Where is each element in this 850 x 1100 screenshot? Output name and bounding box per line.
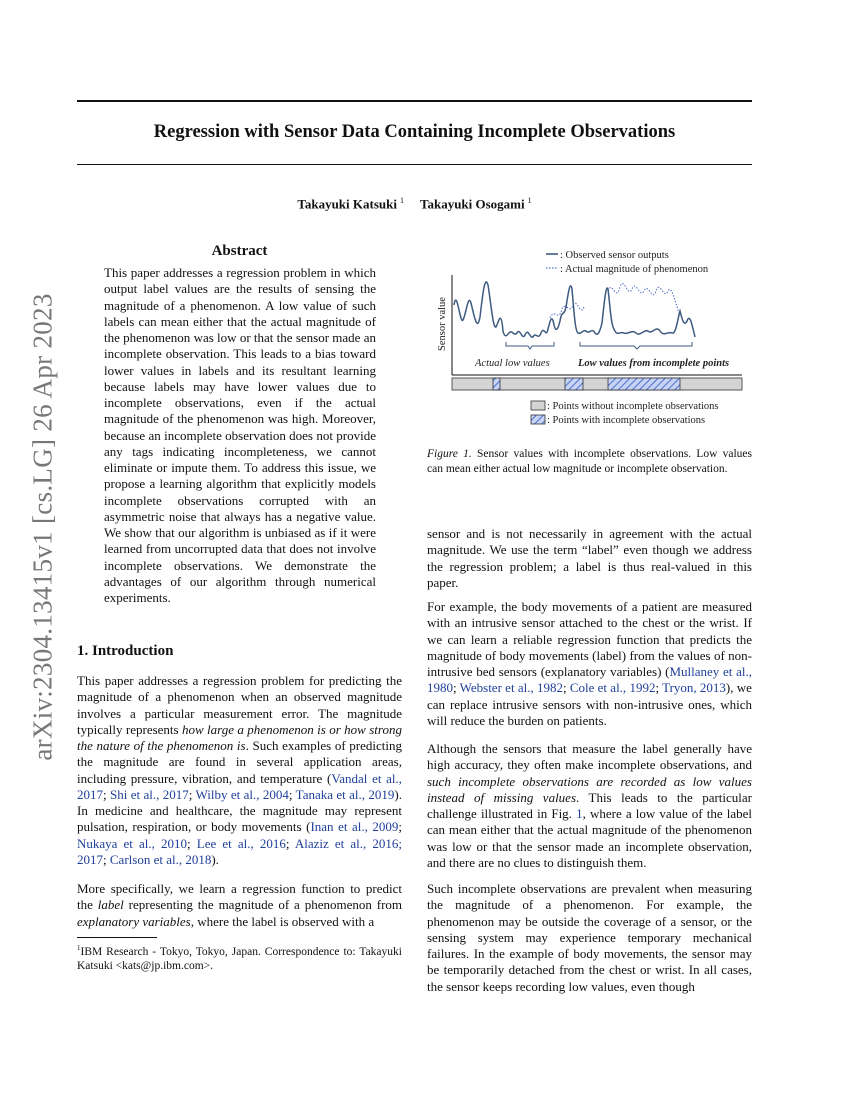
label-incomplete: Low values from incomplete points [578, 358, 730, 369]
arxiv-identifier [20, 292, 65, 762]
strip-incomplete-segment [608, 378, 680, 390]
citation-link[interactable]: Mullaney et al., 1980 [427, 664, 752, 696]
footnote-rule [77, 937, 157, 938]
figure-1 [430, 245, 750, 435]
abstract-heading: Abstract [211, 243, 268, 259]
arxiv-stamp-text: arXiv:2304.13415v1 [cs.LG] 26 Apr 2023 [27, 293, 57, 761]
citation-link[interactable]: Nukaya et al., 2010 [77, 835, 188, 851]
footnote [77, 941, 402, 974]
legend-observed-label: : Observed sensor outputs [560, 250, 669, 261]
affiliation-mark: 1 [527, 196, 532, 205]
right-paragraph-4: Such incomplete observations are prevalent when measuring the magnitude of a phenomenon. For example, the phenomenon may be outside the coverage of a sensor, or the sensing system may experience temporary mechanical failures. In the example of body movements, the sensor may be temporarily detached from the chest or wrist. In all cases, the sensor keeps recording low values, even though [427, 881, 752, 994]
strip-incomplete-segment [565, 378, 583, 390]
legend-actual-label: : Actual magnitude of phenomenon [560, 264, 709, 275]
strip-incomplete-segment [493, 378, 500, 390]
right-paragraph-2: For example, the body movements of a patient are measured with an intrusive sensor attached to the chest or the wrist. If we can learn a reliable regression function that predicts the magnitude of body movements (label) from the values of non-intrusive bed sensors (explanatory variables) (Mullaney et al., 1980; Webster et al., 1982; Cole et al., 1992; Tryon, 2013), we can replace intrusive sensors with non-intrusive ones, which will reduce the burden on patients. [427, 599, 752, 728]
title-bottom-rule [77, 164, 752, 165]
citation-link[interactable]: Shi et al., 2017 [110, 786, 189, 802]
author-name: Takayuki Katsuki [297, 196, 397, 212]
footnote-text: IBM Research - Tokyo, Tokyo, Japan. Correspondence to: Takayuki Katsuki <kats@jp.ibm.com>. [77, 945, 402, 973]
section-heading-introduction: 1. Introduction [77, 643, 174, 659]
affiliation-mark: 1 [399, 196, 404, 205]
legend-without-swatch [531, 401, 545, 410]
footnote-mark: 1 [77, 944, 81, 952]
citation-link[interactable]: Alaziz et al., 2016; 2017 [77, 835, 402, 867]
caption-label: Figure 1. [427, 448, 472, 460]
figure-reference-link[interactable]: 1 [576, 806, 583, 821]
legend-with-label: : Points with incomplete observations [547, 415, 706, 426]
author-list [77, 196, 752, 212]
y-axis-label: Sensor value [437, 297, 448, 351]
citation-link[interactable]: Wilby et al., 2004 [195, 786, 289, 802]
intro-paragraph-1: This paper addresses a regression problem for predicting the magnitude of a phenomenon when an observed magnitude involves a particular measurement error. The magnitude typically represents how large a phenomenon is or how strong the nature of the phenomenon is. Such examples of predicting the magnitude are found in several application areas, including pressure, vibration, and temperature (Vandal et al., 2017; Shi et al., 2017; Wilby et al., 2004; Tanaka et al., 2019). In medicine and healthcare, the magnitude may represent pulsation, respiration, or body movements (Inan et al., 2009; Nukaya et al., 2010; Lee et al., 2016; Alaziz et al., 2016; 2017; Carlson et al., 2018). [77, 673, 402, 867]
citation-link[interactable]: Carlson et al., 2018 [109, 851, 212, 867]
author-name: Takayuki Osogami [419, 196, 525, 212]
observed-sensor-line [454, 282, 695, 337]
citation-link[interactable]: Webster et al., 1982 [459, 680, 563, 696]
legend-without-label: : Points without incomplete observations [547, 401, 719, 412]
top-rule [77, 100, 752, 102]
citation-link[interactable]: Tryon, 2013 [662, 680, 726, 696]
intro-paragraph-2: More specifically, we learn a regression function to predict the label representing the magnitude of a phenomenon from explanatory variables, where the label is observed with a [77, 881, 403, 929]
paper-title: Regression with Sensor Data Containing Incomplete Observations [153, 122, 676, 142]
legend-with-swatch [531, 415, 545, 424]
citation-link[interactable]: Vandal et al., 2017 [77, 770, 402, 802]
citation-link[interactable]: Tanaka et al., 2019 [295, 786, 395, 802]
abstract-text: This paper addresses a regression problem in which output label values are the results of sensing the magnitude of a phenomenon. A low value of such labels can mean either that the actual magnitude of the phenomenon was low or that the sensor made an incomplete observation. This leads to a bias toward lower values in labels and its resultant learning because labels may have lower values due to incomplete observations, even if the actual magnitude of the phenomenon was high. Moreover, because an incomplete observation does not provide any tags indicating incompleteness, we cannot eliminate or impute them. To address this issue, we propose a learning algorithm that explicitly models incomplete observations corrupted with an asymmetric noise that always has a negative value. We show that our algorithm is unbiased as if it were learned from uncorrupted data that does not involve incomplete observations. We demonstrate the advantages of our algorithm through numerical experiments. [104, 265, 376, 605]
right-paragraph-1: sensor and is not necessarily in agreement with the actual magnitude. We use the term “label” even though we address the regression problem; a label is thus real-valued in this paper. [427, 526, 752, 590]
figure-caption [427, 447, 752, 476]
citation-link[interactable]: Cole et al., 1992 [569, 680, 656, 696]
right-paragraph-3: Although the sensors that measure the label generally have high accuracy, they often make incomplete observations, and such incomplete observations are recorded as low values instead of missing values. This leads to the particular challenge illustrated in Fig. 1, where a low value of the label can mean either that the actual magnitude of the phenomenon was low or that the sensor made an incomplete observation, and there are no clues to distinguish them. [427, 741, 752, 870]
label-actual-low: Actual low values [475, 358, 550, 369]
citation-link[interactable]: Lee et al., 2016 [196, 835, 286, 851]
bracket-actual-low [506, 342, 554, 349]
citation-link[interactable]: Inan et al., 2009 [310, 819, 399, 835]
caption-text: Sensor values with incomplete observations. Low values can mean either actual low magnitude or incomplete observation. [427, 448, 753, 475]
bracket-incomplete [580, 342, 692, 349]
